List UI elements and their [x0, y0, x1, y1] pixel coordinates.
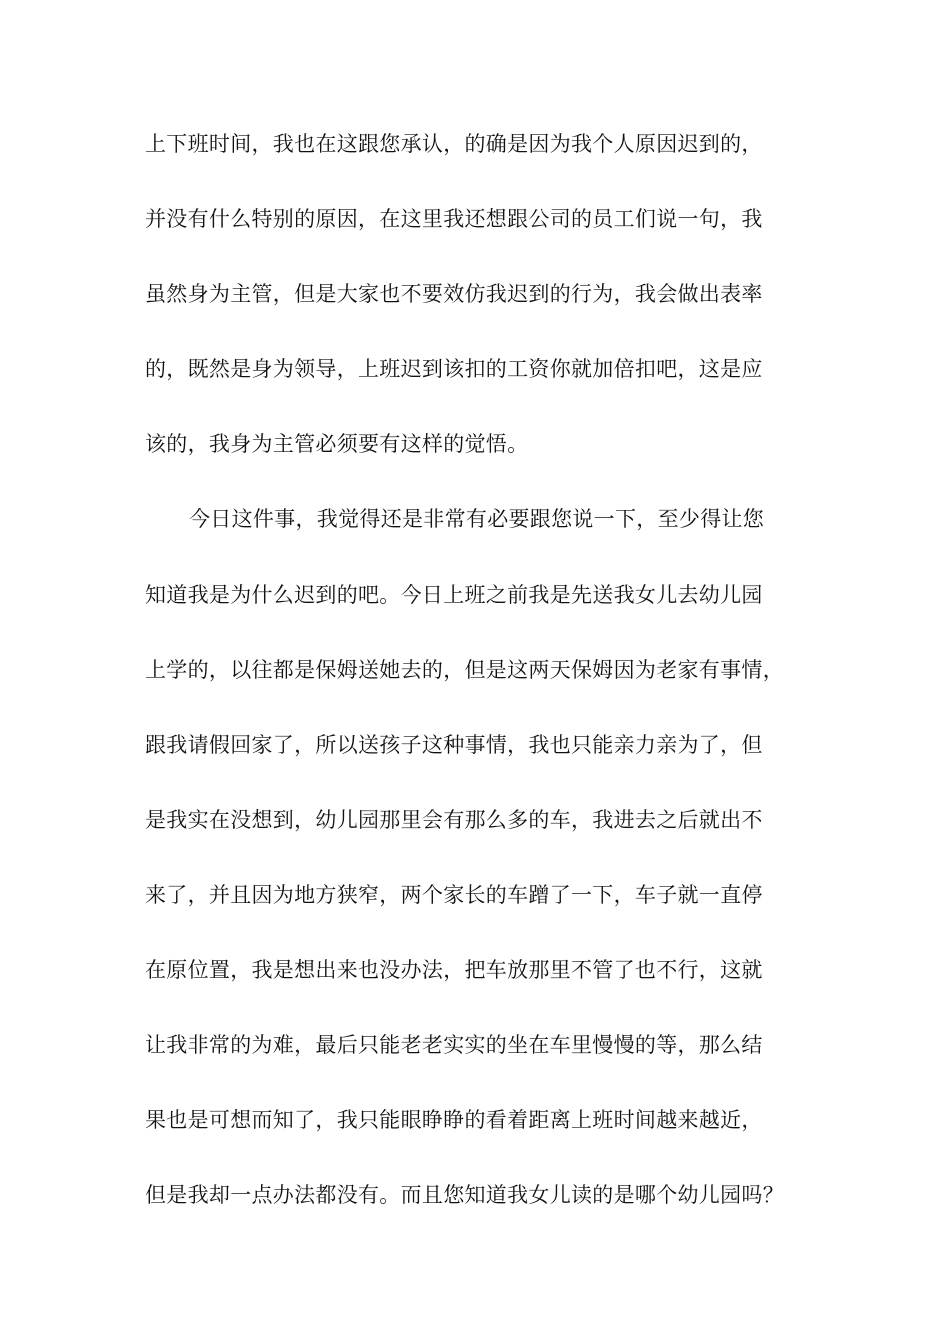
text-line: 知道我是为什么迟到的吧。今日上班之前我是先送我女儿去幼儿园 [145, 582, 763, 607]
text-line: 是我实在没想到，幼儿园那里会有那么多的车，我进去之后就出不 [145, 807, 763, 832]
text-line: 让我非常的为难，最后只能老老实实的坐在车里慢慢的等，那么结 [145, 1033, 763, 1058]
text-line: 果也是可想而知了，我只能眼睁睁的看着距离上班时间越来越近， [145, 1108, 763, 1133]
text-line: 来了，并且因为地方狭窄，两个家长的车蹭了一下，车子就一直停 [145, 882, 763, 907]
text-line: 的，既然是身为领导，上班迟到该扣的工资你就加倍扣吧，这是应 [145, 357, 763, 382]
text-line: 跟我请假回家了，所以送孩子这种事情，我也只能亲力亲为了，但 [145, 732, 763, 757]
text-line: 上下班时间，我也在这跟您承认，的确是因为我个人原因迟到的， [145, 132, 763, 156]
paragraph-start-line: 今日这件事，我觉得还是非常有必要跟您说一下，至少得让您 [189, 507, 765, 532]
text-line: 虽然身为主管，但是大家也不要效仿我迟到的行为，我会做出表率 [145, 282, 763, 307]
text-line: 上学的，以往都是保姆送她去的，但是这两天保姆因为老家有事情， [145, 657, 784, 682]
text-line: 该的，我身为主管必须要有这样的觉悟。 [145, 432, 529, 457]
text-line: 并没有什么特别的原因，在这里我还想跟公司的员工们说一句，我 [145, 207, 763, 232]
body-text [145, 130, 825, 1256]
text-line: 在原位置，我是想出来也没办法，把车放那里不管了也不行，这就 [145, 958, 763, 983]
text-line: 但是我却一点办法都没有。而且您知道我女儿读的是哪个幼儿园吗？ [145, 1183, 784, 1208]
